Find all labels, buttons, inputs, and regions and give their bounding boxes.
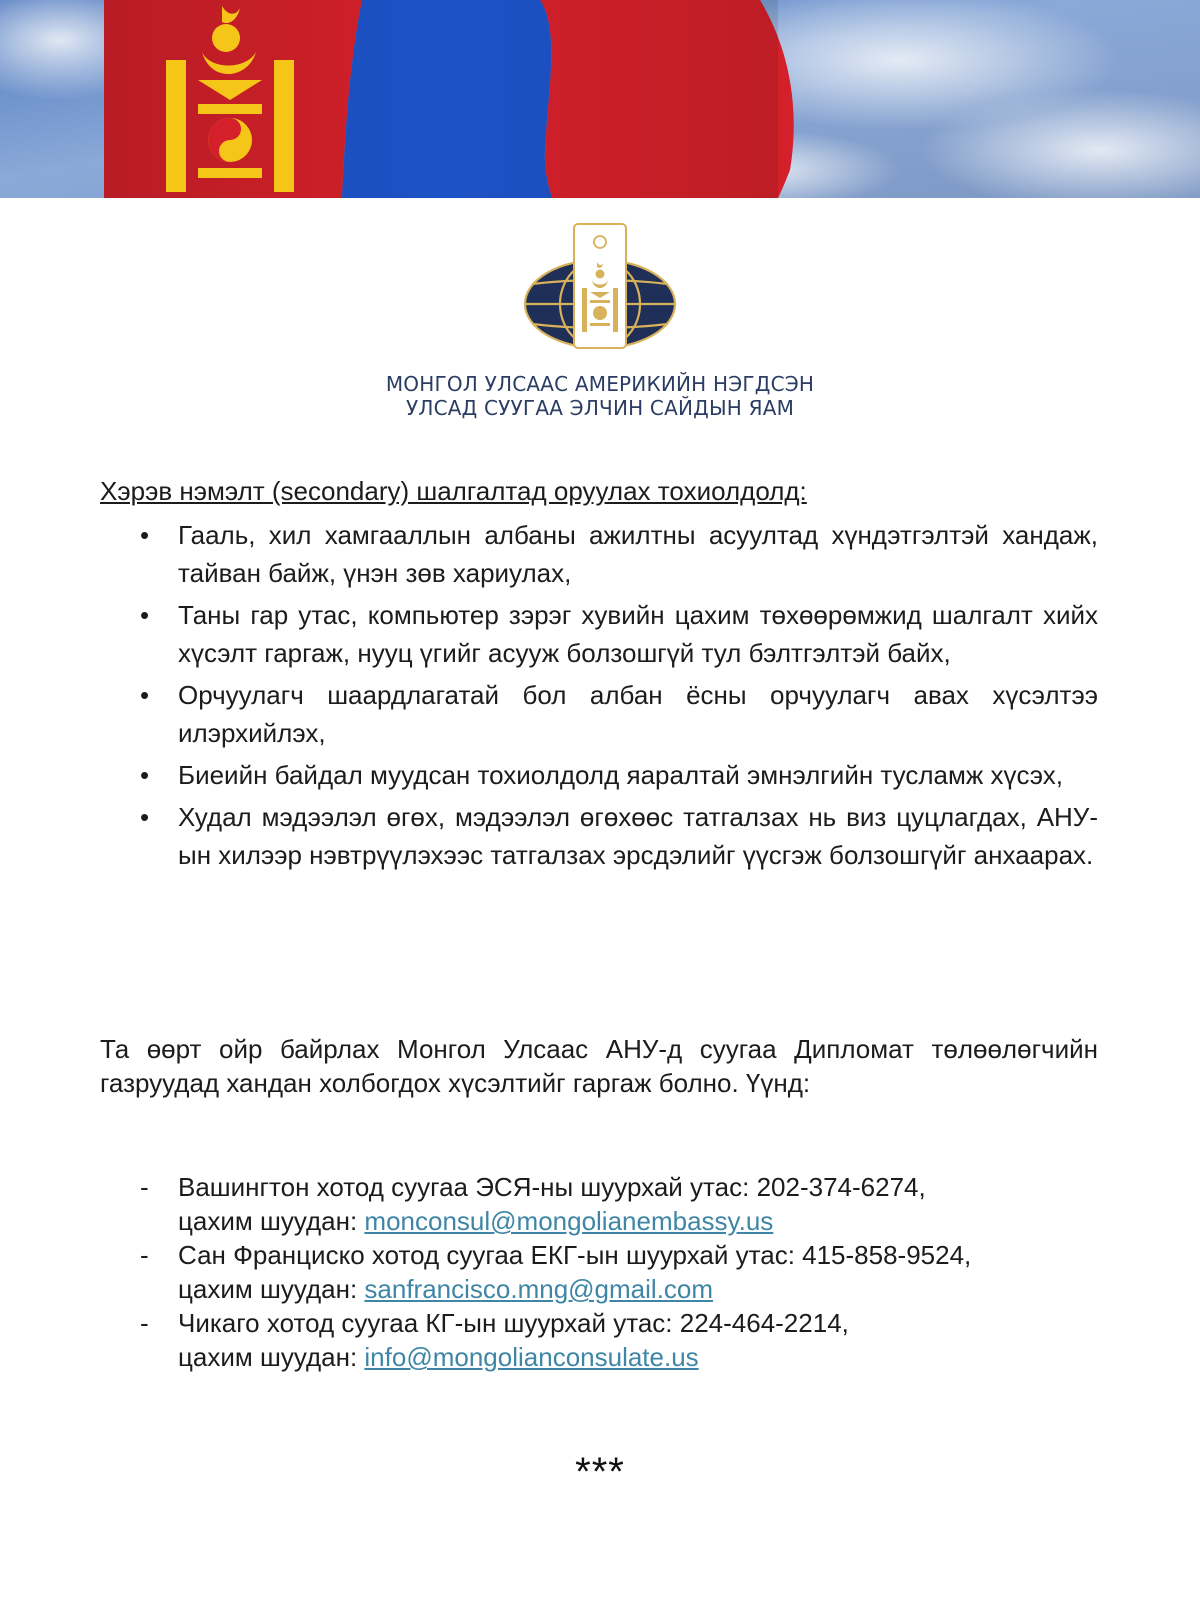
contact-item (100, 1306, 1098, 1374)
ministry-emblem (0, 222, 1200, 357)
contact-item (100, 1238, 1098, 1306)
bullet-icon: • (140, 802, 150, 832)
advice-list (100, 516, 1098, 874)
list-item (100, 516, 1098, 592)
dash-icon: - (140, 1308, 149, 1338)
flag-banner (0, 0, 1200, 198)
email-link[interactable]: sanfrancisco.mng@gmail.com (364, 1274, 714, 1304)
list-item-text: Гааль, хил хамгааллын албаны ажилтны асуултад хүндэтгэлтэй хандаж, тайван байж, үнэн зөв хариулах, (178, 520, 1098, 588)
embassy-name-line2: УЛСАД СУУГАА ЭЛЧИН САЙДЫН ЯАМ (405, 396, 795, 420)
list-item (100, 676, 1098, 752)
mongolian-flag-icon (0, 0, 1200, 198)
foreign-ministry-emblem-icon (520, 222, 680, 352)
bullet-icon: • (140, 760, 150, 790)
list-item-text: Биеийн байдал муудсан тохиолдолд яаралтай эмнэлгийн тусламж хүсэх, (178, 760, 1063, 790)
contact-email-row (178, 1272, 1098, 1306)
list-item-text: Худал мэдээлэл өгөх, мэдээлэл өгөхөөс татгалзах нь виз цуцлагдах, АНУ-ын хилээр нэвтрүүлэхээс татгалзах эрсдэлийг үүсгэж болзошгүйг анхаарах. (178, 802, 1098, 870)
contact-paragraph: Та өөрт ойр байрлах Монгол Улсаас АНУ-д суугаа Дипломат төлөөлөгчийн газруудад хандан холбогдох хүсэлтийг гаргаж болно. Үүнд: (100, 1034, 1098, 1098)
embassy-name-line1: МОНГОЛ УЛСААС АМЕРИКИЙН НЭГДСЭН (385, 372, 815, 396)
list-item-text: Таны гар утас, компьютер зэрэг хувийн цахим төхөөрөмжид шалгалт хийх хүсэлт гаргаж, нууц үгийг асууж болзошгүй тул бэлтгэлтэй байх, (178, 600, 1098, 668)
email-label: цахим шуудан: (178, 1206, 365, 1236)
contact-list (100, 1170, 1098, 1374)
section-heading: Хэрэв нэмэлт (secondary) шалгалтад оруулах тохиолдолд: (100, 476, 807, 506)
dash-icon: - (140, 1240, 149, 1270)
contact-phone-text: Вашингтон хотод суугаа ЭСЯ-ны шуурхай утас: 202-374-6274, (178, 1172, 926, 1202)
list-item (100, 596, 1098, 672)
contact-email-row (178, 1204, 1098, 1238)
bullet-icon: • (140, 520, 150, 550)
list-item-text: Орчуулагч шаардлагатай бол албан ёсны орчуулагч авах хүсэлтээ илэрхийлэх, (178, 680, 1098, 748)
bullet-icon: • (140, 600, 150, 630)
email-link[interactable]: monconsul@mongolianembassy.us (364, 1206, 774, 1236)
list-item (100, 756, 1098, 794)
contact-email-row (178, 1340, 1098, 1374)
contact-phone-text: Чикаго хотод суугаа КГ-ын шуурхай утас: 224-464-2214, (178, 1308, 849, 1338)
section-separator: *** (575, 1450, 625, 1494)
secondary-inspection-section (100, 472, 1098, 878)
dash-icon: - (140, 1172, 149, 1202)
email-link[interactable]: info@mongolianconsulate.us (364, 1342, 699, 1372)
list-item (100, 798, 1098, 874)
embassy-name (0, 372, 1200, 420)
bullet-icon: • (140, 680, 150, 710)
email-label: цахим шуудан: (178, 1342, 365, 1372)
contact-item (100, 1170, 1098, 1238)
email-label: цахим шуудан: (178, 1274, 365, 1304)
contact-phone-text: Сан Франциско хотод суугаа ЕКГ-ын шуурхай утас: 415-858-9524, (178, 1240, 972, 1270)
